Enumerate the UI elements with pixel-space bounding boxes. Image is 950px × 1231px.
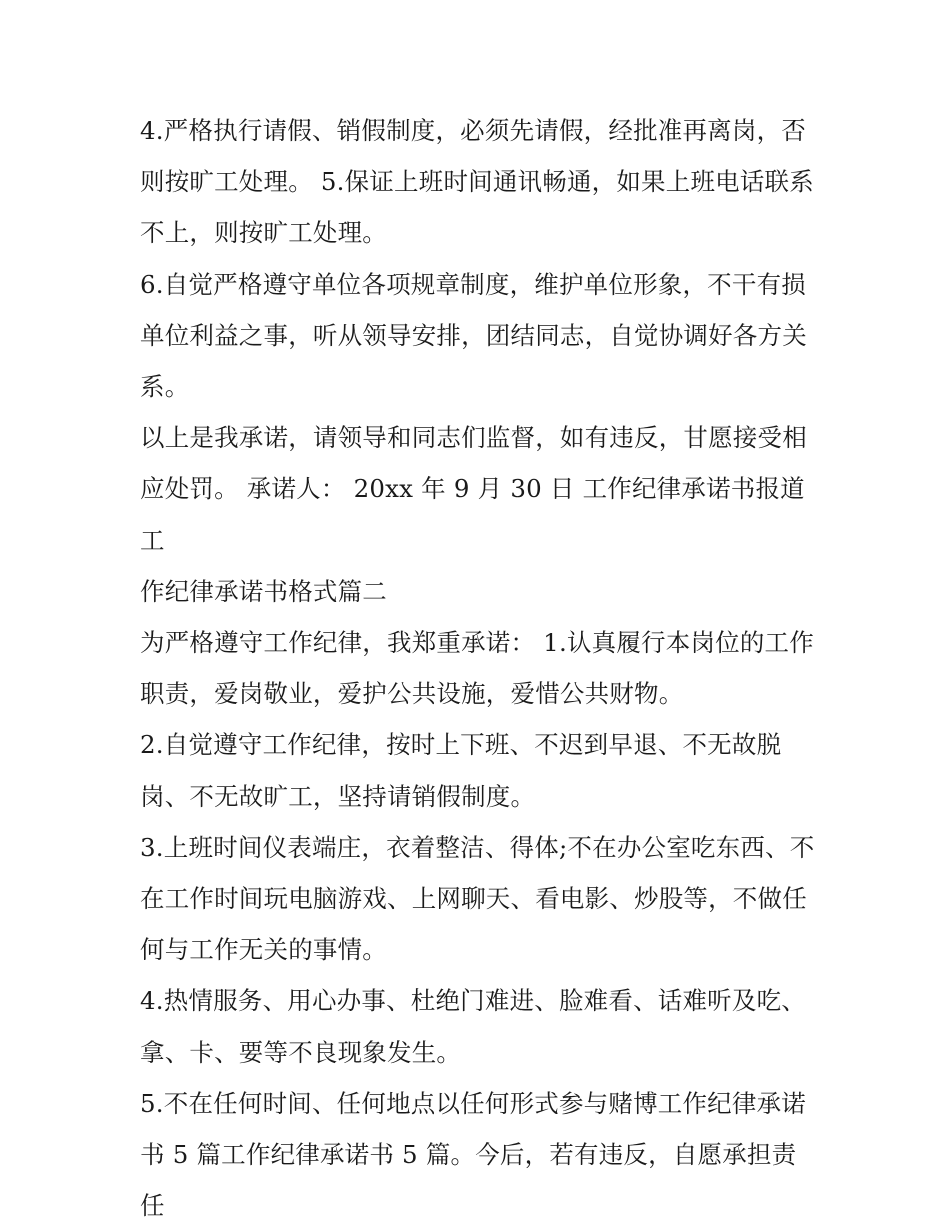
document-body [140,105,820,1231]
paragraph-conduct: 3.上班时间仪表端庄，衣着整洁、得体;不在办公室吃东西、不 在工作时间玩电脑游戏、上网聊天、看电影、炒股等，不做任 何与工作无关的事情。 [140,832,815,965]
paragraph-attendance: 2.自觉遵守工作纪律，按时上下班、不迟到早退、不无故脱 岗、不无故旷工，坚持请销假制度。 [140,730,782,811]
paragraph-gambling: 5.不在任何时间、任何地点以任何形式参与赌博工作纪律承诺 书 5 篇工作纪律承诺书 5 篇。今后，若有违反，自愿承担责任 [140,1088,806,1221]
paragraph-pledge-intro: 为严格遵守工作纪律，我郑重承诺： 1.认真履行本岗位的工作 职责，爱岗敬业，爱护公共设施，爱惜公共财物。 [140,628,814,709]
paragraph-leave-rules: 4.严格执行请假、销假制度，必须先请假，经批准再离岗，否 则按旷工处理。 5.保证上班时间通讯畅通，如果上班电话联系 不上，则按旷工处理。 [140,116,814,248]
paragraph-commitment-signature: 以上是我承诺，请领导和同志们监督，如有违反，甘愿接受相 应处罚。 承诺人： 20xx 年 9 月 30 日 工作纪律承诺书报道 工 作纪律承诺书格式篇二 [140,423,807,606]
paragraph-regulations: 6.自觉严格遵守单位各项规章制度，维护单位形象，不干有损 单位利益之事，听从领导安排，团结同志，自觉协调好各方关 系。 [140,269,807,402]
paragraph-service: 4.热情服务、用心办事、杜绝门难进、脸难看、话难听及吃、 拿、卡、要等不良现象发生。 [140,986,806,1067]
